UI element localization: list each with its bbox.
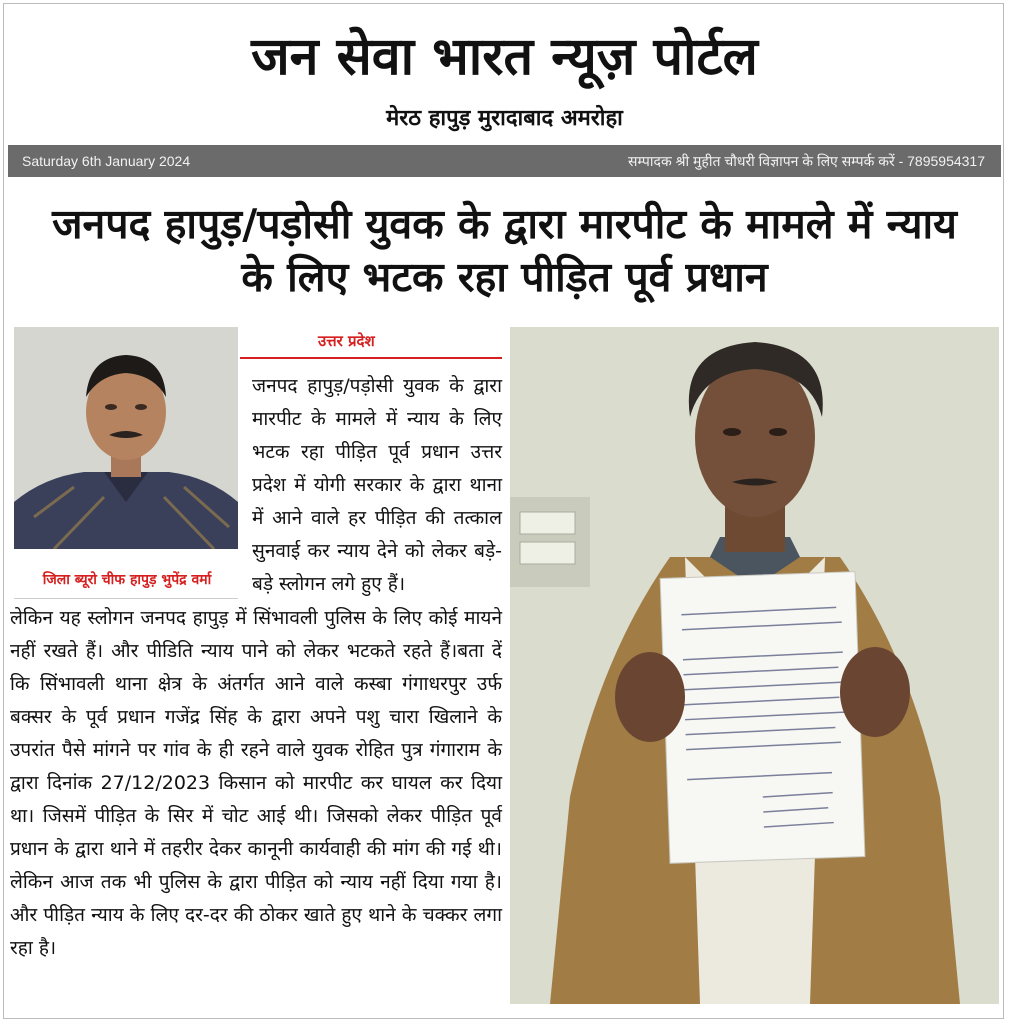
section-rule	[240, 357, 502, 359]
body-paragraph-2: लेकिन यह स्लोगन जनपद हापुड़ में सिंभावली पुलिस के लिए कोई मायने नहीं रखते हैं। और पीडिति न्याय पाने को लेकर भटकते रहते हैं।बता दें कि सिंभावली थाना क्षेत्र के अंतर्गत आने वाले कस्बा गंगाधरपुर उर्फ बक्सर के पूर्व प्रधान गजेंद्र सिंह के द्वारा अपने पशु चारा खिलाने के उपरांत पैसे मांगने पर गांव के ही रहने वाले युवक रोहित पुत्र गंगाराम के द्वारा दिनांक 27/12/2023 किसान को मारपीट कर घायल कर दिया था। जिसमें पीड़ित के सिर में चोट आई थी। जिसको लेकर पीड़ित पूर्व प्रधान के द्वारा थाने में तहरीर देकर कानूनी कार्यवाही की मांग की गई थी। लेकिन आज तक भी पुलिस के द्वारा पीड़ित को न्याय नहीं दिया गया है। और पीड़ित न्याय के लिए दर-दर की ठोकर खाते हुए थाने के चक्कर लगा रहा है।	[10, 607, 502, 959]
editor-contact: सम्पादक श्री मुहीत चौधरी विज्ञापन के लिए सम्पर्क करें - 7895954317	[628, 153, 985, 169]
reporter-portrait	[14, 327, 238, 549]
complainant-holding-letter	[510, 327, 999, 1004]
masthead-title: जन सेवा भारत न्यूज़ पोर्टल	[251, 27, 758, 87]
masthead-cities: मेरठ हापुड़ मुरादाबाद अमरोहा	[386, 106, 623, 131]
headline-line-2: के लिए भटक रहा पीड़ित पूर्व प्रधान	[241, 253, 768, 301]
section-label: उत्तर प्रदेश	[318, 332, 375, 350]
article-headline	[0, 198, 1009, 304]
date-bar	[8, 145, 1001, 177]
story-photo	[510, 327, 999, 1004]
reporter-photo	[14, 327, 238, 549]
article-body-intro	[252, 370, 502, 601]
article-body-main	[10, 602, 502, 965]
headline-line-1: जनपद हापुड़/पड़ोसी युवक के द्वारा मारपीट के मामले में न्याय	[52, 200, 957, 248]
publish-date: Saturday 6th January 2024	[22, 153, 191, 169]
reporter-caption: जिला ब्यूरो चीफ हापुड़ भुपेंद्र वर्मा	[42, 572, 212, 588]
body-paragraph-1: जनपद हापुड़/पड़ोसी युवक के द्वारा मारपीट के मामले में न्याय के लिए भटक रहा पीड़ित पूर्व प्रधान उत्तर प्रदेश में योगी सरकार के द्वारा थाना में आने वाले हर पीड़ित की तत्काल सुनवाई कर न्याय देने को लेकर बड़े-बड़े स्लोगन लगे हुए हैं।	[252, 375, 502, 595]
